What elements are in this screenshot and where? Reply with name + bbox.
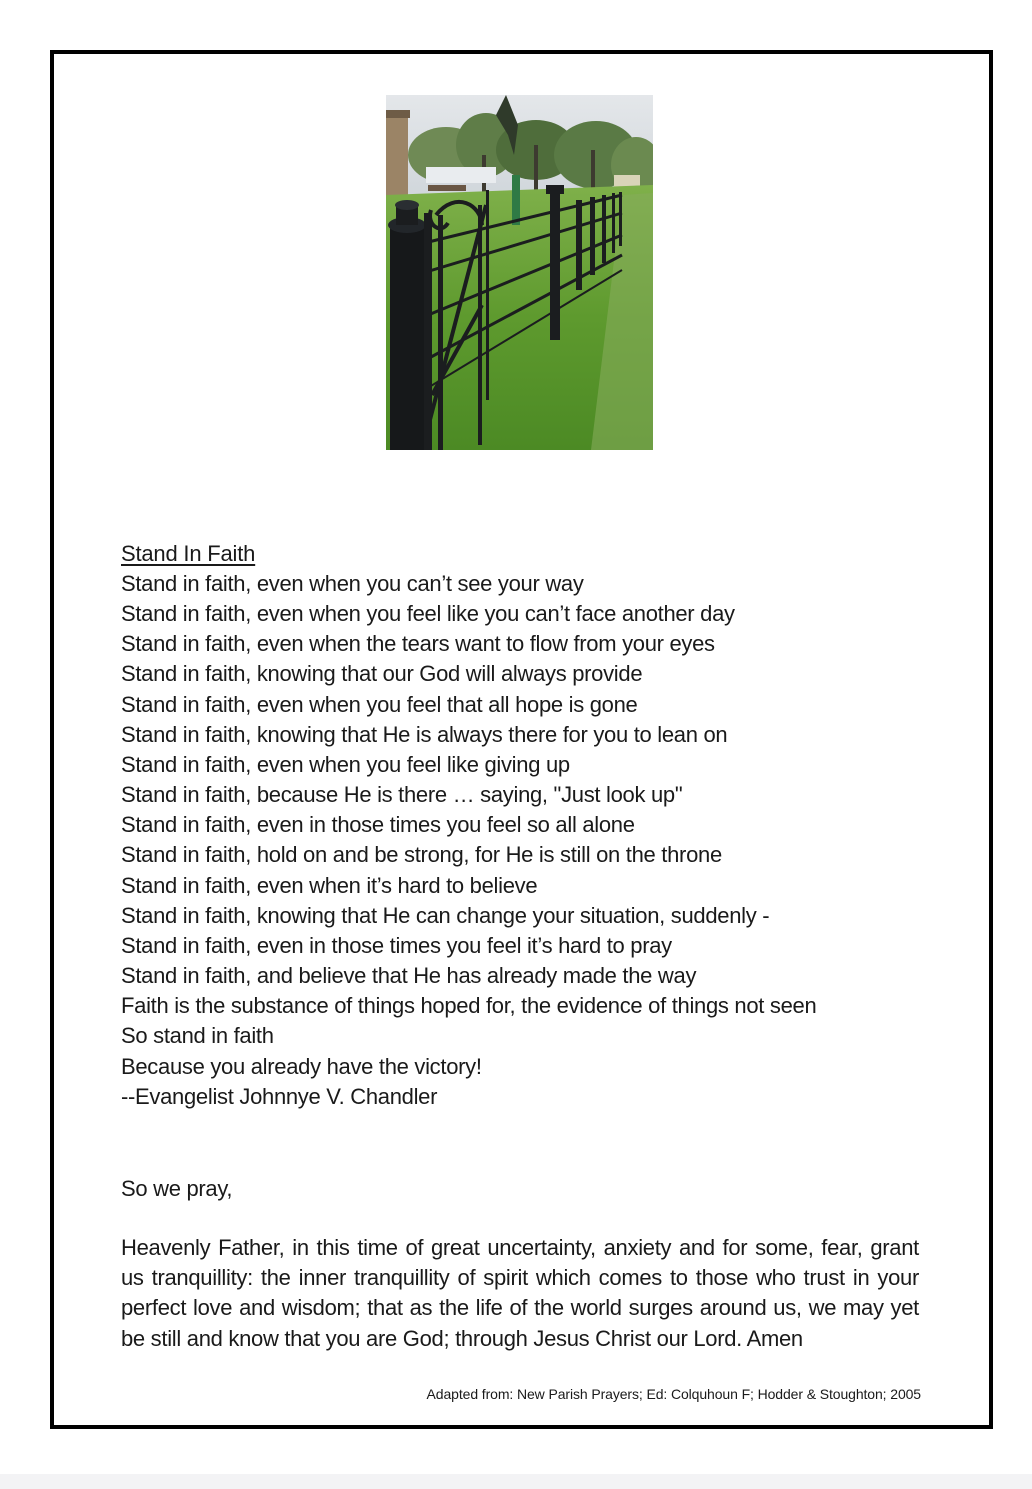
poem-line: Stand in faith, and believe that He has already made the way — [121, 963, 697, 989]
poem-line: Stand in faith, even in those times you feel it’s hard to pray — [121, 932, 672, 958]
poem-line: Stand in faith, even when you feel like giving up — [121, 751, 570, 777]
prayer-intro: So we pray, — [121, 1176, 233, 1201]
poem-line: Stand in faith, even when the tears want to flow from your eyes — [121, 631, 715, 657]
poem-line: Stand in faith, knowing that He is always there for you to lean on — [121, 721, 728, 747]
poem-line: Stand in faith, even when you feel like you can’t face another day — [121, 601, 735, 627]
poem-title: Stand In Faith — [121, 541, 256, 566]
poem-line: Stand in faith, hold on and be strong, for He is still on the throne — [121, 842, 722, 868]
poem-line: Stand in faith, even when it’s hard to believe — [121, 872, 538, 898]
fence-photo — [386, 95, 653, 450]
poem-line: Stand in faith, even when you feel that all hope is gone — [121, 691, 638, 717]
poem-line: Because you already have the victory! — [121, 1053, 482, 1079]
prayer-source-citation: Adapted from: New Parish Prayers; Ed: Colquhoun F; Hodder & Stoughton; 2005 — [426, 1386, 921, 1402]
page-bottom-band — [0, 1474, 1032, 1489]
poem — [121, 539, 941, 1112]
poem-line: Stand in faith, even when you can’t see your way — [121, 571, 584, 596]
poem-line: Stand in faith, knowing that He can change your situation, suddenly - — [121, 902, 770, 928]
poem-line: Stand in faith, because He is there … saying, "Just look up" — [121, 782, 683, 808]
prayer-text: Heavenly Father, in this time of great uncertainty, anxiety and for some, fear, grant us tranquillity: the inner tranquillity of spirit which comes to those who trust in your perfect love and wisdom; that as the life of the world surges around us, we may yet be still and know that you are God; through Jesus Christ our Lord. Amen — [121, 1235, 919, 1351]
poem-line: Stand in faith, even in those times you feel so all alone — [121, 812, 635, 838]
poem-attribution: --Evangelist Johnnye V. Chandler — [121, 1083, 438, 1109]
poem-line: Faith is the substance of things hoped for, the evidence of things not seen — [121, 993, 817, 1019]
poem-line: So stand in faith — [121, 1023, 274, 1049]
poem-line: Stand in faith, knowing that our God will always provide — [121, 661, 643, 687]
